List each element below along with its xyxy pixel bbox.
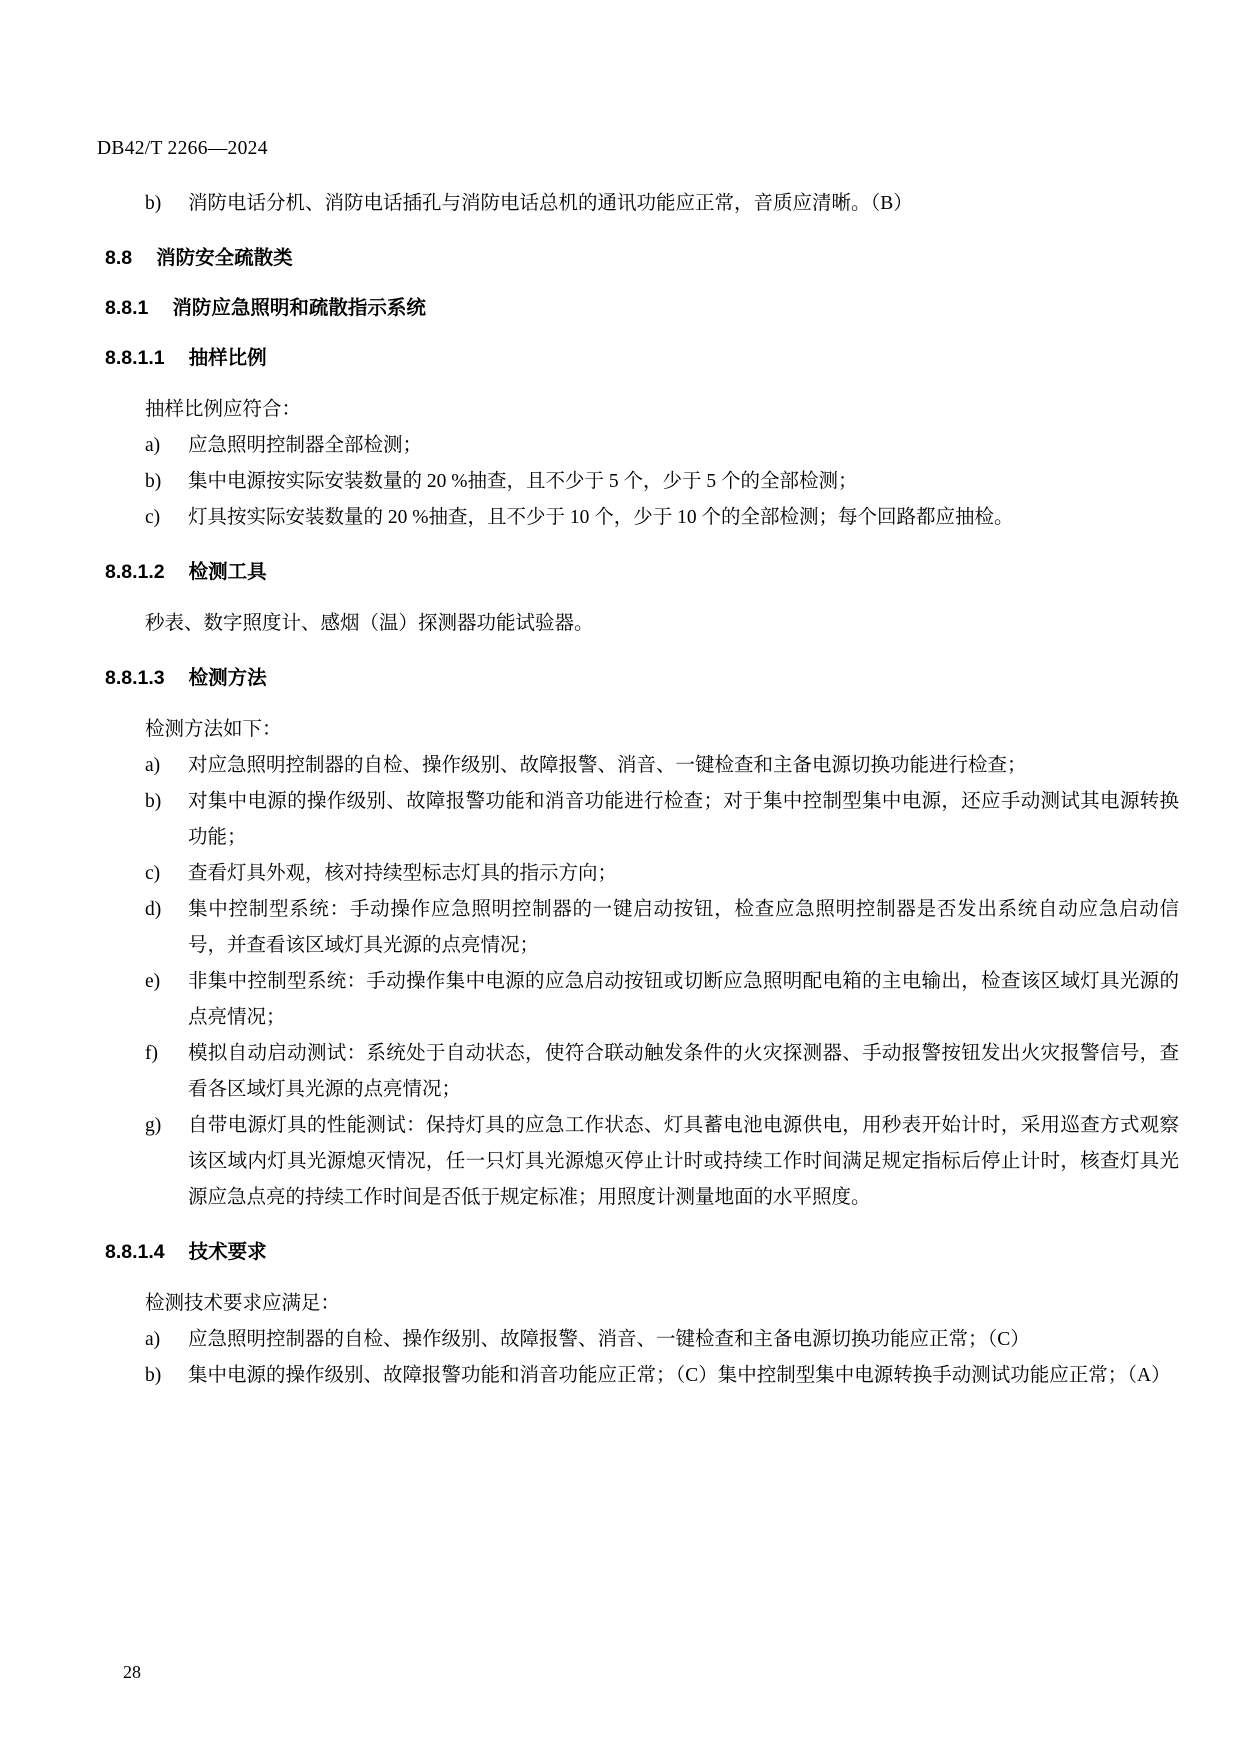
section-number: 8.8.1.2: [105, 561, 165, 583]
section-heading: [105, 294, 1179, 322]
section-title: 检测方法: [188, 667, 267, 689]
list-marker: a): [145, 1329, 161, 1350]
list-item: [145, 186, 1179, 222]
paragraph: 检测方法如下：: [145, 719, 282, 740]
section-title: 抽样比例: [188, 347, 267, 369]
list-item: [145, 964, 1179, 1036]
page-number: 28: [123, 1662, 141, 1682]
list-marker: f): [145, 1043, 158, 1064]
list-text: 对集中电源的操作级别、故障报警功能和消音功能进行检查；对于集中控制型集中电源，还应手动测试其电源转换功能；: [188, 791, 1179, 848]
list-marker: b): [145, 791, 162, 812]
list-marker: a): [145, 755, 161, 776]
section-number: 8.8.1.1: [105, 347, 165, 369]
list-text: 查看灯具外观，核对持续型标志灯具的指示方向；: [188, 863, 618, 884]
list-item: [145, 1036, 1179, 1108]
list-text: 非集中控制型系统：手动操作集中电源的应急启动按钮或切断应急照明配电箱的主电输出，检查该区域灯具光源的点亮情况；: [188, 971, 1179, 1028]
list-marker: c): [145, 863, 161, 884]
list-item: [145, 856, 1179, 892]
list-marker: d): [145, 899, 162, 920]
document-number: DB42/T 2266—2024: [97, 138, 268, 159]
section-heading: [105, 664, 1179, 692]
list-item: [145, 892, 1179, 964]
section-heading: [105, 1238, 1179, 1266]
list-text: 集中电源的操作级别、故障报警功能和消音功能应正常；（C）集中控制型集中电源转换手动测试功能应正常；（A）: [188, 1365, 1171, 1386]
section-heading: [105, 558, 1179, 586]
list-marker: b): [145, 471, 162, 492]
list-item: [145, 1322, 1179, 1358]
list-item: [145, 500, 1179, 536]
list-text: 自带电源灯具的性能测试：保持灯具的应急工作状态、灯具蓄电池电源供电，用秒表开始计时，采用巡查方式观察该区域内灯具光源熄灭情况，任一只灯具光源熄灭停止计时或持续工作时间满足规定指标后停止计时，核查灯具光源应急点亮的持续工作时间是否低于规定标准；用照度计测量地面的水平照度。: [188, 1115, 1179, 1208]
paragraph: 秒表、数字照度计、感烟（温）探测器功能试验器。: [145, 613, 594, 634]
list-item: [145, 1358, 1179, 1394]
list-marker: a): [145, 435, 161, 456]
list-text: 对应急照明控制器的自检、操作级别、故障报警、消音、一键检查和主备电源切换功能进行检查；: [188, 755, 1027, 776]
list-item: [145, 784, 1179, 856]
list-text: 应急照明控制器的自检、操作级别、故障报警、消音、一键检查和主备电源切换功能应正常；（C）: [188, 1329, 1030, 1350]
section-heading: [105, 344, 1179, 372]
section-number: 8.8.1.3: [105, 667, 165, 689]
list-marker: c): [145, 507, 161, 528]
list-text: 集中电源按实际安装数量的 20 %抽查，且不少于 5 个，少于 5 个的全部检测；: [188, 471, 858, 492]
list-item: [145, 748, 1179, 784]
paragraph: 抽样比例应符合：: [145, 399, 302, 420]
list-text: 消防电话分机、消防电话插孔与消防电话总机的通讯功能应正常，音质应清晰。（B）: [188, 193, 913, 214]
list-marker: g): [145, 1115, 162, 1136]
section-number: 8.8: [105, 247, 133, 269]
section-title: 消防应急照明和疏散指示系统: [172, 297, 426, 319]
list-text: 应急照明控制器全部检测；: [188, 435, 423, 456]
list-text: 集中控制型系统：手动操作应急照明控制器的一键启动按钮，检查应急照明控制器是否发出系统自动应急启动信号，并查看该区域灯具光源的点亮情况；: [188, 899, 1179, 956]
section-number: 8.8.1: [105, 297, 149, 319]
list-marker: b): [145, 1365, 162, 1386]
section-title: 技术要求: [188, 1241, 267, 1263]
list-text: 灯具按实际安装数量的 20 %抽查，且不少于 10 个，少于 10 个的全部检测；每个回路都应抽检。: [188, 507, 1014, 528]
paragraph: 检测技术要求应满足：: [145, 1293, 341, 1314]
section-title: 消防安全疏散类: [156, 247, 293, 269]
list-text: 模拟自动启动测试：系统处于自动状态，使符合联动触发条件的火灾探测器、手动报警按钮发出火灾报警信号，查看各区域灯具光源的点亮情况；: [188, 1043, 1179, 1100]
list-marker: e): [145, 971, 161, 992]
section-heading: [105, 244, 1179, 272]
list-marker: b): [145, 193, 162, 214]
section-number: 8.8.1.4: [105, 1241, 165, 1263]
section-title: 检测工具: [188, 561, 267, 583]
list-item: [145, 428, 1179, 464]
list-item: [145, 464, 1179, 500]
list-item: [145, 1108, 1179, 1216]
